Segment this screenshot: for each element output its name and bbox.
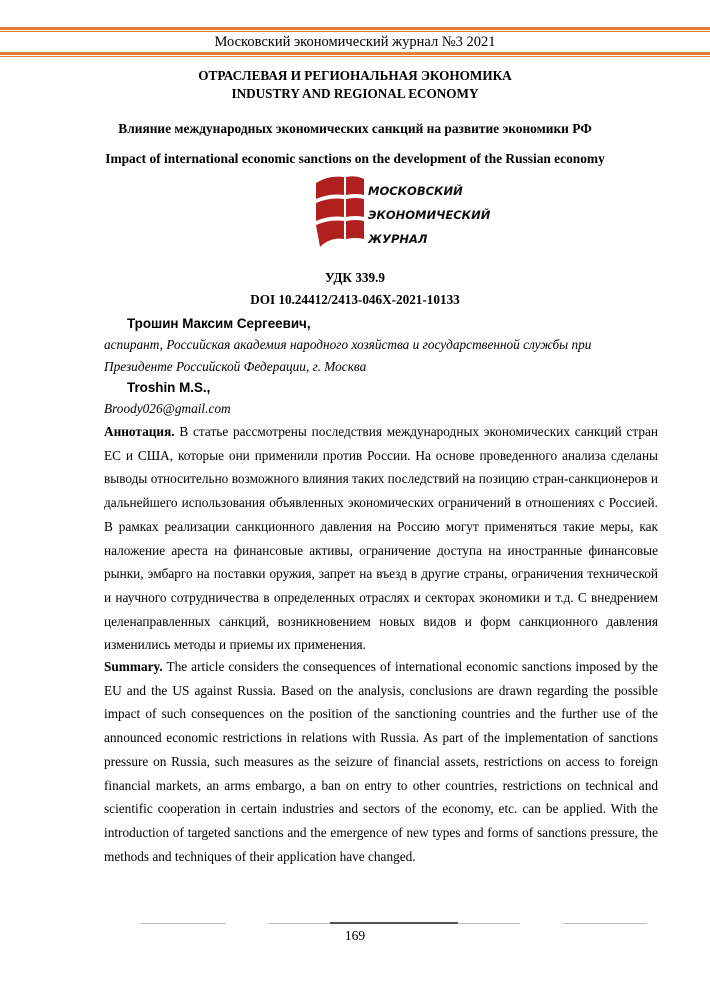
logo-text-3: ЖУРНАЛ (368, 232, 428, 246)
abstract-ru-label: Аннотация. (104, 424, 175, 439)
author-affiliation: аспирант, Российская академия народного хозяйства и государственной службы при Президенте Российской Федерации, г. Москва (104, 337, 592, 374)
abstract-en-text: The article considers the consequences of international economic sanctions imposed by the EU and the US against Russia. Based on the analysis, conclusions are drawn regarding the possible impact of such consequences on the position of the sanctioning countries and the further use of the announced economic restrictions in relations with Russia. As part of the implementation of sanctions pressure on Russia, such measures as the seizure of financial assets, restrictions on access to foreign financial markets, an arms embargo, a ban on entry to other countries, restrictions on technical and scientific cooperation in certain industries and sectors of the economy, etc. can be applied. With the introduction of targeted sanctions and the emergence of new types and forms of sanctions pressure, the methods and techniques of their application have changed. (104, 659, 658, 864)
header-rule-top (0, 27, 710, 30)
footer-rule-3 (563, 923, 647, 924)
abstract-ru (104, 420, 658, 657)
footer-rule-center (330, 922, 458, 924)
section-title-ru: ОТРАСЛЕВАЯ И РЕГИОНАЛЬНАЯ ЭКОНОМИКА (198, 68, 512, 83)
author-name-ru: Трошин Максим Сергеевич, (127, 316, 311, 331)
header-rule-bottom (0, 52, 710, 55)
author-name-en: Troshin M.S., (127, 380, 211, 395)
abstract-en (104, 655, 658, 868)
abstract-ru-text: В статье рассмотрены последствия международных экономических санкций стран ЕС и США, которые они применили против России. На основе проведенного анализа сделаны выводы относительно возможного влияния таких последствий на позицию стран-санкционеров и дальнейшего использования объявленных экономических ограничений в отношениях с Россией. В рамках реализации санкционного давления на Россию могут применяться такие меры, как наложение ареста на финансовые активы, ограничение доступа на иностранные финансовые рынки, эмбарго на поставки оружия, запрет на въезд в другие страны, ограничения технической и научного сотрудничества в определенных отраслях и секторах экономики и т.д. С внедрением целенаправленных санкций, возникновением новых видов и форм санкционного давления изменились методы и приемы их применения. (104, 424, 659, 653)
header-rule-bottom-thin (0, 56, 710, 57)
journal-header: Московский экономический журнал №3 2021 (214, 34, 496, 50)
logo-text-2: ЭКОНОМИЧЕСКИЙ (368, 208, 491, 222)
journal-logo (314, 175, 491, 255)
udk-code: УДК 339.9 (325, 270, 385, 285)
footer-rule-1 (140, 923, 226, 924)
header-rule-top-thin (0, 31, 710, 32)
doi: DOI 10.24412/2413-046Х-2021-10133 (250, 292, 460, 307)
article-title-ru: Влияние международных экономических санкций на развитие экономики РФ (118, 121, 592, 136)
page-number: 169 (344, 928, 366, 943)
author-email[interactable]: Broody026@gmail.com (104, 401, 231, 416)
section-title-en: INDUSTRY AND REGIONAL ECONOMY (231, 86, 479, 101)
abstract-en-label: Summary. (104, 659, 163, 674)
article-title-en: Impact of international economic sanctions on the development of the Russian economy (105, 151, 605, 166)
logo-text-1: МОСКОВСКИЙ (368, 184, 463, 198)
